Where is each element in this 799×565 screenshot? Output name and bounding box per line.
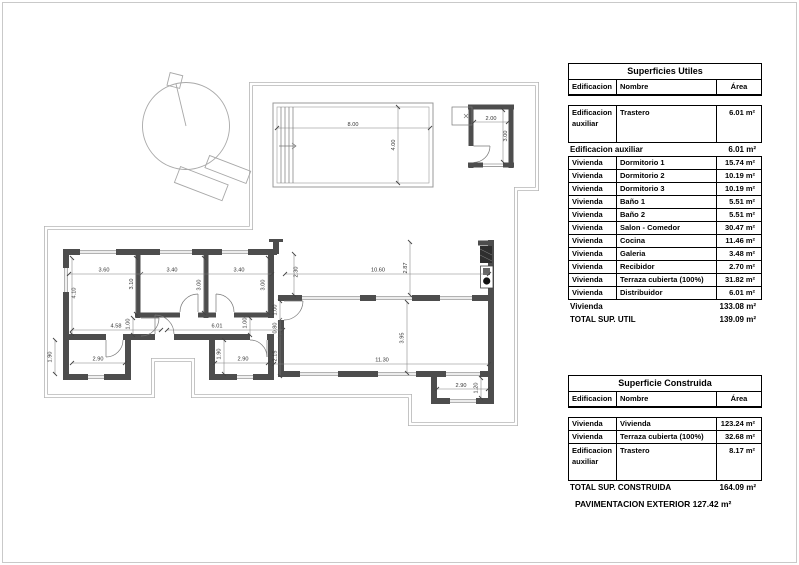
svg-text:2.90: 2.90 [92, 356, 104, 363]
door [250, 340, 267, 357]
table-row: Vivienda Terraza cubierta (100%) 32.68 m² [568, 430, 762, 444]
svg-text:2.87: 2.87 [403, 262, 409, 274]
svg-text:6.01: 6.01 [211, 323, 223, 330]
total-row: TOTAL SUP. CONSTRUIDA 164.09 m² [570, 483, 756, 492]
col-header-nombre: Nombre [616, 80, 716, 94]
window [63, 268, 69, 292]
sun-loungers [174, 156, 250, 201]
svg-text:3.40: 3.40 [233, 267, 245, 274]
pavimentacion-exterior-note: PAVIMENTACION EXTERIOR 127.42 m² [575, 499, 732, 509]
col-header-nombre: Nombre [616, 392, 716, 406]
table-row: Vivienda Distribuidor 6.01 m² [568, 286, 762, 300]
table-row: Vivienda Cocina 11.46 m² [568, 234, 762, 248]
table-row: Vivienda Dormitorio 3 10.19 m² [568, 182, 762, 196]
table-title: Superficie Construida [568, 375, 762, 392]
swimming-pool [273, 103, 433, 187]
trastero [452, 105, 514, 168]
window [160, 249, 192, 255]
total-row: TOTAL SUP. UTIL 139.09 m² [570, 315, 756, 324]
door [284, 301, 303, 320]
svg-text:1.90: 1.90 [216, 348, 223, 360]
window [80, 249, 116, 255]
col-header-area: Área [716, 80, 761, 94]
svg-text:2.90: 2.90 [237, 356, 249, 363]
svg-text:4.10: 4.10 [71, 287, 78, 299]
window [237, 374, 253, 380]
table-title: Superficies Utiles [568, 63, 762, 80]
window [446, 371, 480, 377]
table-row: Vivienda Recibidor 2.70 m² [568, 260, 762, 274]
col-header-edificacion: Edificacion [572, 82, 613, 91]
svg-text:11.30: 11.30 [375, 357, 389, 364]
table-row: Vivienda Galeria 3.48 m² [568, 247, 762, 261]
window [302, 295, 360, 301]
svg-text:2.15: 2.15 [272, 350, 279, 362]
svg-text:1.00: 1.00 [125, 318, 132, 330]
table-header [568, 80, 762, 96]
svg-text:3.95: 3.95 [399, 332, 406, 344]
parasol [143, 73, 230, 170]
window [440, 295, 472, 301]
svg-text:1.00: 1.00 [242, 317, 249, 329]
window [483, 162, 503, 168]
dim-label: 3.00 [503, 130, 509, 142]
window [300, 371, 338, 377]
table-superficies-utiles [568, 63, 762, 327]
dim-label: 4.00 [391, 139, 397, 151]
svg-text:3.00: 3.00 [260, 279, 267, 291]
subtotal-row: Edificacion auxiliar 6.01 m² [570, 145, 756, 154]
svg-text:1.20: 1.20 [473, 382, 480, 394]
door [474, 146, 491, 163]
table-row: Vivienda Dormitorio 2 10.19 m² [568, 169, 762, 183]
door [141, 318, 159, 336]
dim-label: 2.00 [485, 116, 497, 122]
table-row: Vivienda Salon - Comedor 30.47 m² [568, 221, 762, 235]
svg-text:3.00: 3.00 [196, 279, 203, 291]
table-row: Vivienda Dormitorio 1 15.74 m² [568, 156, 762, 170]
table-row: Vivienda Baño 2 5.51 m² [568, 208, 762, 222]
svg-text:3.10: 3.10 [129, 278, 135, 290]
pool-steps [281, 107, 293, 183]
equipment-mark [464, 114, 468, 118]
svg-text:3.60: 3.60 [98, 267, 110, 274]
table-row: Vivienda Vivienda 123.24 m² [568, 417, 762, 431]
window [378, 371, 416, 377]
door [216, 294, 234, 312]
door [180, 294, 198, 312]
fireplace [480, 246, 492, 263]
table-row: Vivienda Baño 1 5.51 m² [568, 195, 762, 209]
table-row: Edificacion auxiliar Trastero 8.17 m² [568, 443, 762, 481]
svg-text:2.90: 2.90 [455, 383, 467, 389]
col-header-edificacion: Edificacion [572, 394, 613, 403]
table-superficie-construida [568, 375, 762, 495]
table-row: Vivienda Terraza cubierta (100%) 31.82 m² [568, 273, 762, 287]
svg-text:4.58: 4.58 [110, 323, 122, 330]
svg-text:1.00: 1.00 [272, 304, 279, 316]
svg-text:0.80: 0.80 [272, 322, 279, 334]
window [376, 295, 412, 301]
sink-unit [481, 266, 494, 288]
subtotal-row: Vivienda 133.08 m² [570, 301, 756, 311]
window [450, 398, 476, 404]
window [88, 374, 104, 380]
table-header [568, 392, 762, 408]
table-row: Edificacion auxiliar Trastero 6.01 m² [568, 105, 762, 143]
dim-label: 8.00 [347, 122, 359, 128]
window [222, 249, 248, 255]
svg-text:1.90: 1.90 [47, 351, 54, 363]
pool-arrow [279, 143, 296, 149]
door [106, 340, 123, 357]
svg-text:10.60: 10.60 [371, 267, 385, 274]
col-header-area: Área [716, 392, 761, 406]
svg-text:2.30: 2.30 [293, 266, 300, 278]
svg-text:3.40: 3.40 [166, 267, 178, 274]
